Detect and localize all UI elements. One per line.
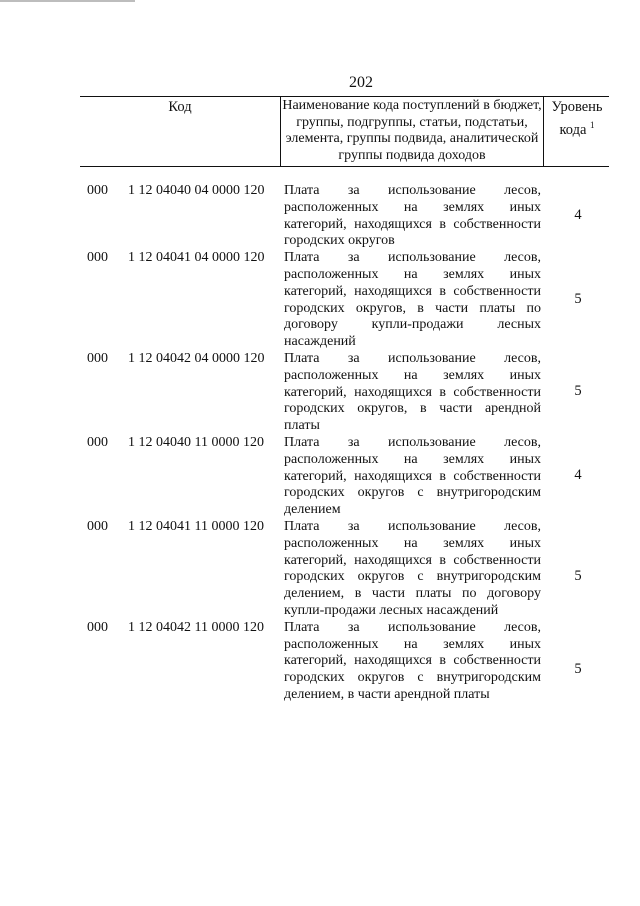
income-name: Плата за использование лесов, расположенных на землях иных категорий, находящихся в собственности городских округов с внутригородским делением, в части арендной платы [284,619,541,702]
income-code: 1 12 04041 04 0000 120 [128,250,265,266]
code-level: 5 [574,567,582,584]
header-code: Код [168,99,192,115]
admin-code: 000 [87,619,108,635]
table-row [0,250,640,351]
code-level: 4 [574,207,582,223]
income-name: Плата за использование лесов, расположенных на землях иных категорий, находящихся в собственности городских округов с внутригородским делением [284,434,541,518]
header-divider [543,97,544,166]
code-level: 5 [574,382,582,399]
header-name: Наименование кода поступлений в бюджет, группы, подгруппы, статьи, подстатьи, элемента, группы подвида, аналитической группы подвида доходов [282,98,542,163]
header-level-label: Уровень кода [551,99,603,138]
header-level [545,98,609,139]
income-code: 1 12 04042 11 0000 120 [128,619,264,635]
admin-code: 000 [87,518,108,534]
top-edge-line [0,0,135,2]
page-number: 202 [349,74,373,91]
table-row [0,519,640,620]
income-name: Плата за использование лесов, расположенных на землях иных категорий, находящихся в собственности городских округов [284,183,541,249]
header-divider [280,97,281,166]
code-level: 5 [574,291,582,308]
income-code: 1 12 04042 04 0000 120 [128,350,265,366]
income-name: Плата за использование лесов, расположенных на землях иных категорий, находящихся в собственности городских округов с внутригородским делением, в части платы по договору купли-продажи лесных насаждений [284,518,541,618]
income-code: 1 12 04041 11 0000 120 [128,518,264,534]
table-header [80,96,609,167]
income-name: Плата за использование лесов, расположенных на землях иных категорий, находящихся в собственности городских округов, в части платы по договору купли-продажи лесных насаждений [284,250,541,350]
table-body [0,183,640,704]
table-row [0,435,640,519]
admin-code: 000 [87,350,108,366]
income-code: 1 12 04040 11 0000 120 [128,434,264,450]
table-row [0,620,640,704]
income-name: Плата за использование лесов, расположенных на землях иных категорий, находящихся в собственности городских округов, в части арендной платы [284,350,541,434]
code-level: 5 [574,660,582,677]
admin-code: 000 [87,183,108,198]
header-level-footnote: 1 [590,120,595,130]
income-code: 1 12 04040 04 0000 120 [128,183,265,198]
code-level: 4 [574,466,582,483]
admin-code: 000 [87,250,108,266]
table-row [0,351,640,435]
admin-code: 000 [87,434,108,450]
table-row [0,183,640,250]
